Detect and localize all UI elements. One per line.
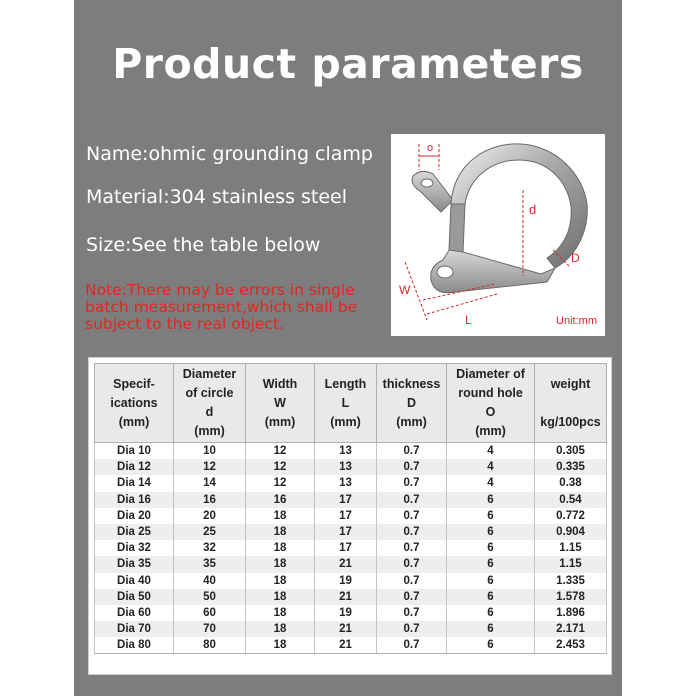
cell-hole: 4 [447,475,535,491]
page-title: Product parameters [112,40,584,88]
table-row [95,540,607,556]
cell-spec: Dia 20 [95,508,174,524]
cell-weight: 0.305 [535,443,607,460]
upper-tab [412,171,453,212]
cell-spec: Dia 10 [95,443,174,460]
cell-thickness: 0.7 [377,589,447,605]
measurement-note [85,282,385,333]
cell-weight: 0.904 [535,524,607,540]
cell-diameter: 60 [174,605,246,621]
cell-hole: 6 [447,637,535,654]
header-specifications: Specif- ications (mm) [95,364,174,443]
cell-spec: Dia 16 [95,492,174,508]
cell-width: 18 [246,556,315,572]
cell-thickness: 0.7 [377,492,447,508]
lower-hole [437,266,453,278]
table-row [95,459,607,475]
cell-width: 18 [246,524,315,540]
cell-length: 13 [315,459,377,475]
cell-spec: Dia 50 [95,589,174,605]
product-size: Size:See the table below [86,234,321,256]
note-line: batch measurement,which shall be [85,298,358,316]
table-row [95,508,607,524]
label-D: D [571,251,580,265]
cell-thickness: 0.7 [377,573,447,589]
cell-weight: 1.15 [535,540,607,556]
note-line: subject to the real object. [85,315,284,333]
label-L: L [465,313,472,327]
label-d: d [529,202,537,217]
cell-hole: 6 [447,540,535,556]
table-row [95,475,607,491]
cell-thickness: 0.7 [377,637,447,654]
cell-weight: 1.335 [535,573,607,589]
upper-hole [421,179,433,187]
cell-weight: 0.772 [535,508,607,524]
cell-length: 19 [315,605,377,621]
cell-length: 17 [315,508,377,524]
cell-length: 17 [315,524,377,540]
cell-weight: 2.171 [535,621,607,637]
cell-width: 12 [246,443,315,460]
header-length: Length L (mm) [315,364,377,443]
cell-diameter: 14 [174,475,246,491]
cell-length: 13 [315,475,377,491]
cell-length: 21 [315,556,377,572]
parameter-table [94,363,607,654]
cell-hole: 6 [447,492,535,508]
header-round-hole-diameter: Diameter of round hole O (mm) [447,364,535,443]
cell-length: 19 [315,573,377,589]
cell-hole: 6 [447,508,535,524]
cell-weight: 2.453 [535,637,607,654]
cell-spec: Dia 60 [95,605,174,621]
note-line: Note:There may be errors in single [85,281,355,299]
table-row [95,524,607,540]
cell-diameter: 20 [174,508,246,524]
cell-diameter: 80 [174,637,246,654]
cell-length: 21 [315,589,377,605]
cell-weight: 0.335 [535,459,607,475]
table-row [95,621,607,637]
cell-length: 21 [315,637,377,654]
cell-weight: 0.38 [535,475,607,491]
cell-thickness: 0.7 [377,556,447,572]
unit-label: Unit:mm [556,315,597,327]
cell-hole: 4 [447,459,535,475]
table-body [95,443,607,654]
table-row [95,492,607,508]
cell-diameter: 12 [174,459,246,475]
cell-weight: 1.15 [535,556,607,572]
cell-thickness: 0.7 [377,508,447,524]
table-row [95,637,607,654]
header-diameter-of-circle: Diameter of circle d (mm) [174,364,246,443]
label-o: o [426,142,434,154]
cell-width: 12 [246,475,315,491]
cell-hole: 6 [447,556,535,572]
cell-width: 16 [246,492,315,508]
cell-width: 18 [246,573,315,589]
cell-spec: Dia 14 [95,475,174,491]
cell-width: 18 [246,621,315,637]
cell-thickness: 0.7 [377,475,447,491]
cell-spec: Dia 12 [95,459,174,475]
cell-diameter: 70 [174,621,246,637]
cell-spec: Dia 32 [95,540,174,556]
cell-hole: 4 [447,443,535,460]
cell-diameter: 10 [174,443,246,460]
cell-diameter: 25 [174,524,246,540]
cell-width: 18 [246,589,315,605]
cell-spec: Dia 40 [95,573,174,589]
label-W: W [399,283,411,297]
cell-spec: Dia 25 [95,524,174,540]
product-name: Name:ohmic grounding clamp [86,143,373,165]
cell-hole: 6 [447,573,535,589]
table-row [95,573,607,589]
clamp-band [451,144,587,268]
header-width: Width W (mm) [246,364,315,443]
cell-hole: 6 [447,605,535,621]
cell-hole: 6 [447,589,535,605]
cell-hole: 6 [447,524,535,540]
cell-spec: Dia 35 [95,556,174,572]
cell-hole: 6 [447,621,535,637]
cell-diameter: 16 [174,492,246,508]
table-row [95,556,607,572]
cell-length: 17 [315,492,377,508]
clamp-drawing [391,134,605,336]
cell-weight: 1.896 [535,605,607,621]
cell-width: 12 [246,459,315,475]
cell-diameter: 35 [174,556,246,572]
product-material: Material:304 stainless steel [86,186,348,208]
cell-width: 18 [246,637,315,654]
table-row [95,605,607,621]
cell-width: 18 [246,605,315,621]
table-row [95,589,607,605]
table-header-row [95,364,607,443]
cell-weight: 0.54 [535,492,607,508]
cell-diameter: 50 [174,589,246,605]
cell-width: 18 [246,508,315,524]
table-row [95,443,607,460]
cell-length: 13 [315,443,377,460]
cell-thickness: 0.7 [377,443,447,460]
product-panel [74,0,622,696]
header-thickness: thickness D (mm) [377,364,447,443]
cell-thickness: 0.7 [377,459,447,475]
cell-thickness: 0.7 [377,605,447,621]
header-weight: weight kg/100pcs [535,364,607,443]
cell-spec: Dia 70 [95,621,174,637]
cell-thickness: 0.7 [377,621,447,637]
cell-length: 21 [315,621,377,637]
cell-length: 17 [315,540,377,556]
clamp-diagram [391,134,605,336]
cell-diameter: 32 [174,540,246,556]
cell-diameter: 40 [174,573,246,589]
parameter-table-card [88,357,612,675]
cell-spec: Dia 80 [95,637,174,654]
cell-thickness: 0.7 [377,540,447,556]
cell-width: 18 [246,540,315,556]
cell-thickness: 0.7 [377,524,447,540]
cell-weight: 1.578 [535,589,607,605]
